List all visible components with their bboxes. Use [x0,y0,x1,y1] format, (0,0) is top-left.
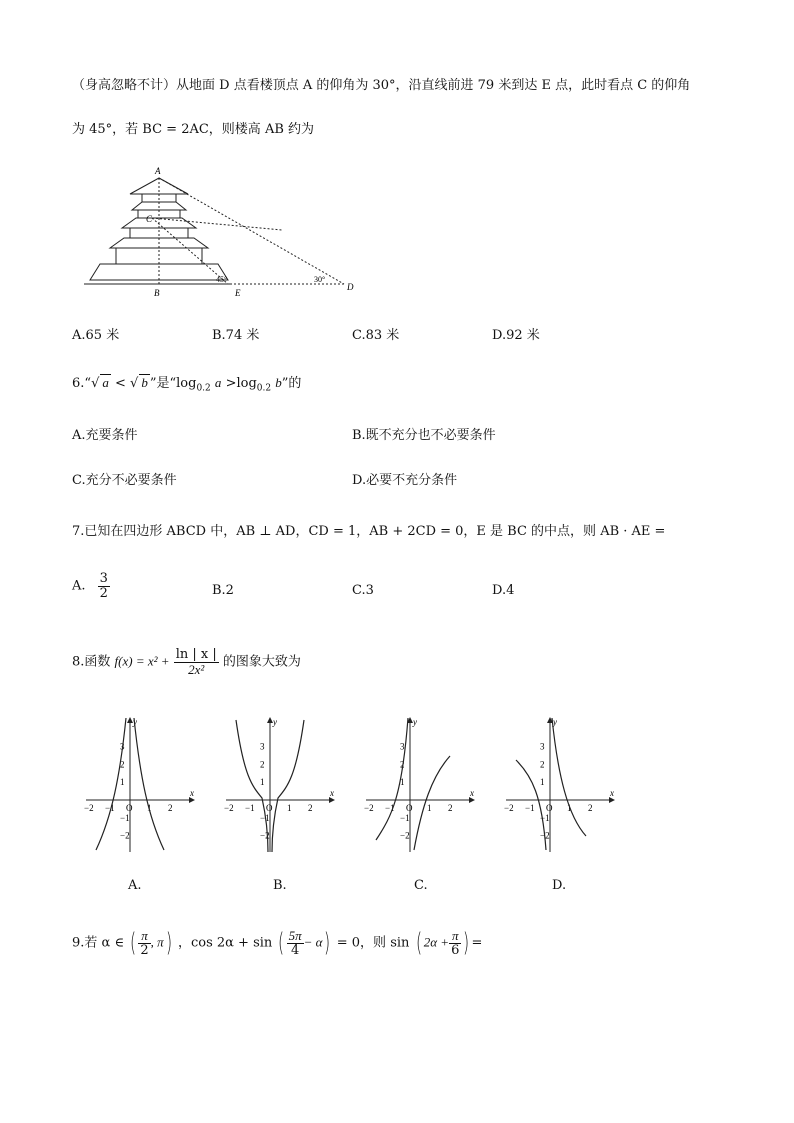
q6-prefix: 6.“ [72,376,92,391]
q9-interval-den: 2 [140,942,149,958]
q7-option-a-prefix: A. [72,578,86,594]
q9-interval-right: , π [150,934,164,950]
y-tick-label: −1 [120,812,130,823]
q6-option-c: C.充分不必要条件 [72,473,177,488]
y-tick-label: 3 [540,741,545,752]
y-tick-label: −2 [260,830,270,841]
q9-arg-frac [287,929,304,957]
q6-log1-base: 0.2 [196,383,211,394]
x-tick-label: 1 [287,803,292,813]
y-tick-label: 2 [260,759,265,770]
y-tick-label: 1 [540,777,545,788]
x-tick-label: 2 [168,803,173,813]
q8-suffix: 的图象大致为 [222,654,301,670]
x-axis-label: x [610,788,614,798]
x-tick-label: −1 [385,803,395,813]
x-axis-label: x [190,788,194,798]
graph-a [84,717,194,852]
q6-option-b: B.既不充分也不必要条件 [352,428,496,443]
y-tick-label: −2 [120,830,130,841]
q7-option-d: D.4 [492,583,515,598]
curve [272,720,304,852]
y-tick-label: 3 [120,741,125,752]
label-A: A [155,166,161,176]
q9-mid2: = 0，则 sin [336,935,410,951]
x-tick-label: 1 [567,803,572,813]
q9-res-num: π [449,929,461,944]
q9-arg-tail: − α [303,934,323,950]
q9-prefix: 9.若 α ∈ [72,935,125,951]
y-tick-label: 1 [400,777,405,788]
label-30deg: 30° [314,275,326,284]
y-tick-label: −2 [400,830,410,841]
q6-log1-arg: a [214,375,222,390]
q6-log2: log [236,376,257,391]
graph-d [504,717,614,852]
q5-option-a: A.65 米 [72,328,120,343]
x-tick-label: 2 [308,803,313,813]
y-tick-label: 3 [260,741,265,752]
label-45deg: 45° [216,275,228,284]
q5-option-c: C.83 米 [352,328,400,343]
y-tick-label: 3 [400,741,405,752]
x-tick-label: 1 [147,803,152,813]
curve [134,718,164,850]
q7-option-b: B.2 [212,583,234,598]
x-tick-label: 1 [427,803,432,813]
x-tick-label: −2 [504,803,514,813]
q6-op-gt: > [225,376,237,391]
q8-graph-a-label: A. [128,878,142,893]
q7-option-a-num: 3 [99,571,108,586]
q6-log1: log [176,376,197,391]
q6-mid: ”是“ [149,376,177,391]
label-B: B [154,288,160,298]
q9-res-frac [449,929,461,957]
y-tick-label: −1 [260,812,270,823]
q7-option-c: C.3 [352,583,374,598]
q7-option-a-den: 2 [99,585,108,601]
q5-line1: （身高忽略不计）从地面 D 点看楼顶点 A 的仰角为 30°，沿直线前进 79 米到达 E 点，此时看点 C 的仰角 [72,78,691,93]
x-axis-label: x [470,788,474,798]
q6-suffix: ”的 [281,376,302,391]
x-tick-label: 2 [448,803,453,813]
q5-option-d: D.92 米 [492,328,540,343]
q7-option-a-fraction [98,572,110,600]
q9-tail: = [471,935,483,951]
q9-arg-num: 5π [288,927,302,943]
label-E: E [235,288,241,298]
label-D: D [347,282,354,292]
y-axis-label: y [553,717,557,727]
y-axis-label: y [273,717,277,727]
q7-stem: 7.已知在四边形 ABCD 中，AB ⊥ AD，CD = 1，AB + 2CD = 0，E 是 BC 的中点，则 AB · AE = [72,524,666,539]
y-tick-label: 2 [540,759,545,770]
q8-graphs [82,716,622,856]
x-tick-label: −1 [105,803,115,813]
y-axis-label: y [413,717,417,727]
q9-stem: 9.若 α ∈ ( $\frac{\pi}{2}$ , π) ，cos 2α + sin ( $\frac{5\pi}{4}$ − α) = 0，则 sin ( 2α + $\frac{\pi}{6}$ ) = [72,927,483,958]
y-axis-label: y [133,717,137,727]
q5-pagoda-figure [82,160,372,300]
q8-fraction [174,648,219,676]
q9-res-head: 2α + [423,934,450,950]
y-tick-label: 1 [260,777,265,788]
y-tick-label: −1 [540,812,550,823]
q9-interval-frac [138,929,150,957]
q5-option-b: B.74 米 [212,328,260,343]
curve [552,718,586,836]
y-tick-label: 2 [400,759,405,770]
q8-stem [72,648,301,676]
q6-option-d: D.必要不充分条件 [352,473,458,488]
q9-arg-den: 4 [290,942,300,958]
label-C: C [146,214,153,224]
q5-line2: 为 45°，若 BC = 2AC，则楼高 AB 约为 [72,122,315,137]
y-tick-label: 2 [120,759,125,770]
graph-b [224,717,334,852]
x-axis-label: x [330,788,334,798]
q8-prefix: 8.函数 [72,654,111,670]
y-tick-label: −2 [540,830,550,841]
y-tick-label: 1 [120,777,125,788]
q7-option-a [72,572,110,600]
x-tick-label: O [126,803,133,813]
q8-fx: f(x) = x² + [114,653,170,669]
x-tick-label: O [266,803,273,813]
x-tick-label: −1 [525,803,535,813]
q6-sqrt-b: b [141,375,148,390]
q8-graph-c-label: C. [414,878,428,893]
q6-op-lt: < [115,376,126,391]
curve [414,756,450,850]
x-tick-label: −2 [84,803,94,813]
q8-graph-d-label: D. [552,878,567,893]
q8-graph-b-label: B. [273,878,287,893]
x-tick-label: −2 [364,803,374,813]
q6-log2-base: 0.2 [256,383,272,394]
x-tick-label: −1 [245,803,255,813]
q8-frac-num: ln | x | [175,647,217,662]
q9-mid1: ，cos 2α + sin [177,935,273,951]
q8-frac-den: 2x² [188,661,205,677]
q6-log2-arg: b [275,375,282,390]
graph-c [364,717,474,852]
q9-interval-num: π [138,929,150,944]
x-tick-label: O [546,803,553,813]
y-tick-label: −1 [400,812,410,823]
q9-res-den: 6 [451,942,460,958]
q6-sqrt-a: a [102,375,109,390]
q6-option-a: A.充要条件 [72,428,138,443]
x-tick-label: −2 [224,803,234,813]
q6-stem: 6.“√ a < √ b ”是“$\log_{0.2}$ $a >\log_{0.2}$ b”的 [72,375,302,394]
x-tick-label: 2 [588,803,593,813]
x-tick-label: O [406,803,413,813]
